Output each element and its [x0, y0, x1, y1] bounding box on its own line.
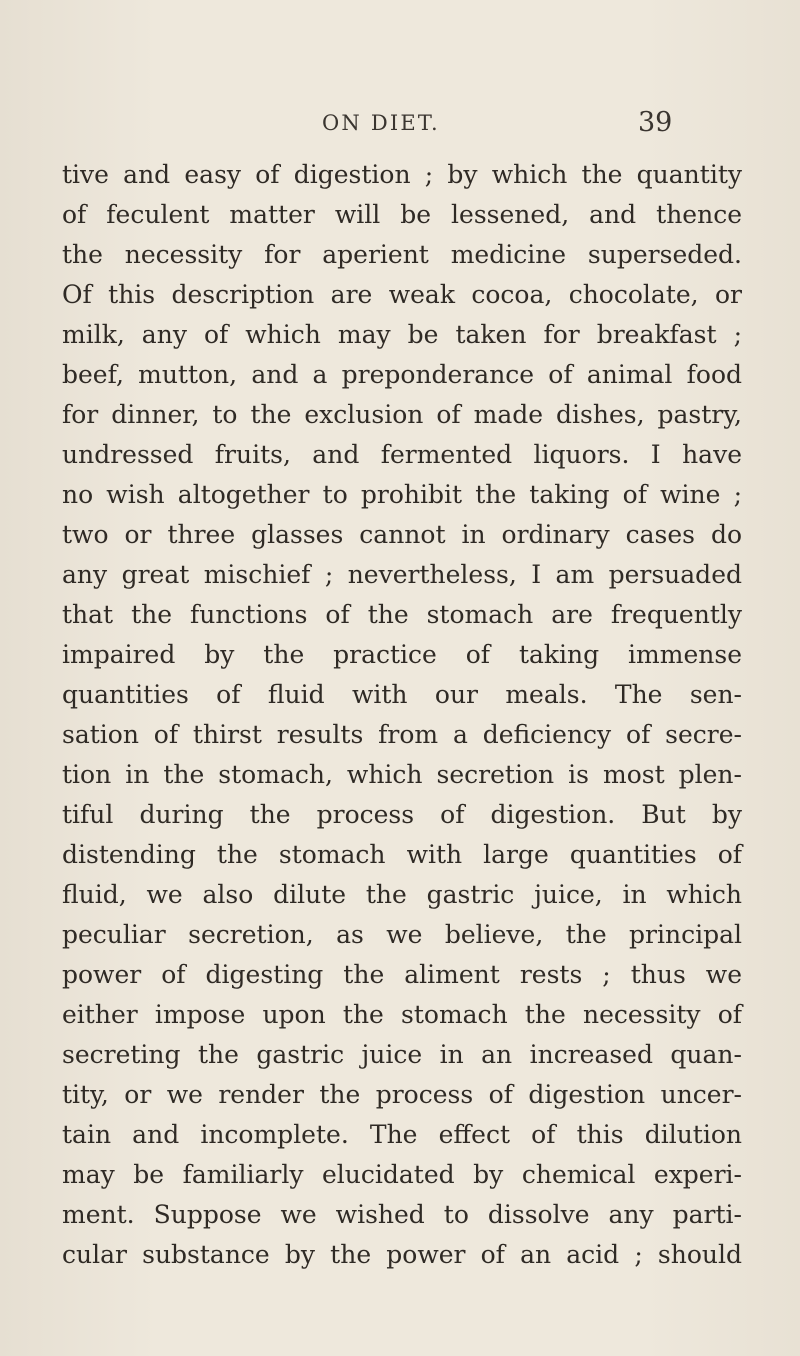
text-line: two or three glasses cannot in ordinary cases do: [62, 520, 742, 549]
text-line: beef, mutton, and a preponderance of animal food: [62, 360, 742, 389]
text-line: tion in the stomach, which secretion is most plen-: [62, 760, 742, 789]
text-line: either impose upon the stomach the necessity of: [62, 1000, 742, 1029]
text-line: of feculent matter will be lessened, and thence: [62, 200, 742, 229]
running-head-title: ON DIET.: [322, 111, 440, 135]
text-line: quantities of fluid with our meals. The sen-: [62, 680, 742, 709]
text-line: distending the stomach with large quantities of: [62, 840, 742, 869]
text-line: tiful during the process of digestion. But by: [62, 800, 742, 829]
text-line: no wish altogether to prohibit the taking of wine ;: [62, 480, 742, 509]
text-line: ment. Suppose we wished to dissolve any parti-: [62, 1200, 742, 1229]
text-line: tity, or we render the process of digestion uncer-: [62, 1080, 742, 1109]
text-line: undressed fruits, and fermented liquors. I have: [62, 440, 742, 469]
text-line: any great mischief ; nevertheless, I am persuaded: [62, 560, 742, 589]
text-line: secreting the gastric juice in an increased quan-: [62, 1040, 742, 1069]
text-line: impaired by the practice of taking immense: [62, 640, 742, 669]
text-line: sation of thirst results from a deficiency of secre-: [62, 720, 742, 749]
text-line: power of digesting the aliment rests ; thus we: [62, 960, 742, 989]
text-line: milk, any of which may be taken for breakfast ;: [62, 320, 742, 349]
body-text: [62, 155, 742, 1275]
text-line: that the functions of the stomach are frequently: [62, 600, 742, 629]
text-line: the necessity for aperient medicine superseded.: [62, 240, 742, 269]
text-line: peculiar secretion, as we believe, the principal: [62, 920, 742, 949]
text-line: may be familiarly elucidated by chemical experi-: [62, 1160, 742, 1189]
text-line: cular substance by the power of an acid ; should: [62, 1240, 742, 1269]
page-number: 39: [638, 107, 673, 138]
running-head: [0, 107, 800, 151]
text-line: Of this description are weak cocoa, chocolate, or: [62, 280, 742, 309]
text-line: fluid, we also dilute the gastric juice, in which: [62, 880, 742, 909]
text-line: for dinner, to the exclusion of made dishes, pastry,: [62, 400, 742, 429]
text-line: tain and incomplete. The effect of this dilution: [62, 1120, 742, 1149]
text-line: tive and easy of digestion ; by which the quantity: [62, 160, 742, 189]
